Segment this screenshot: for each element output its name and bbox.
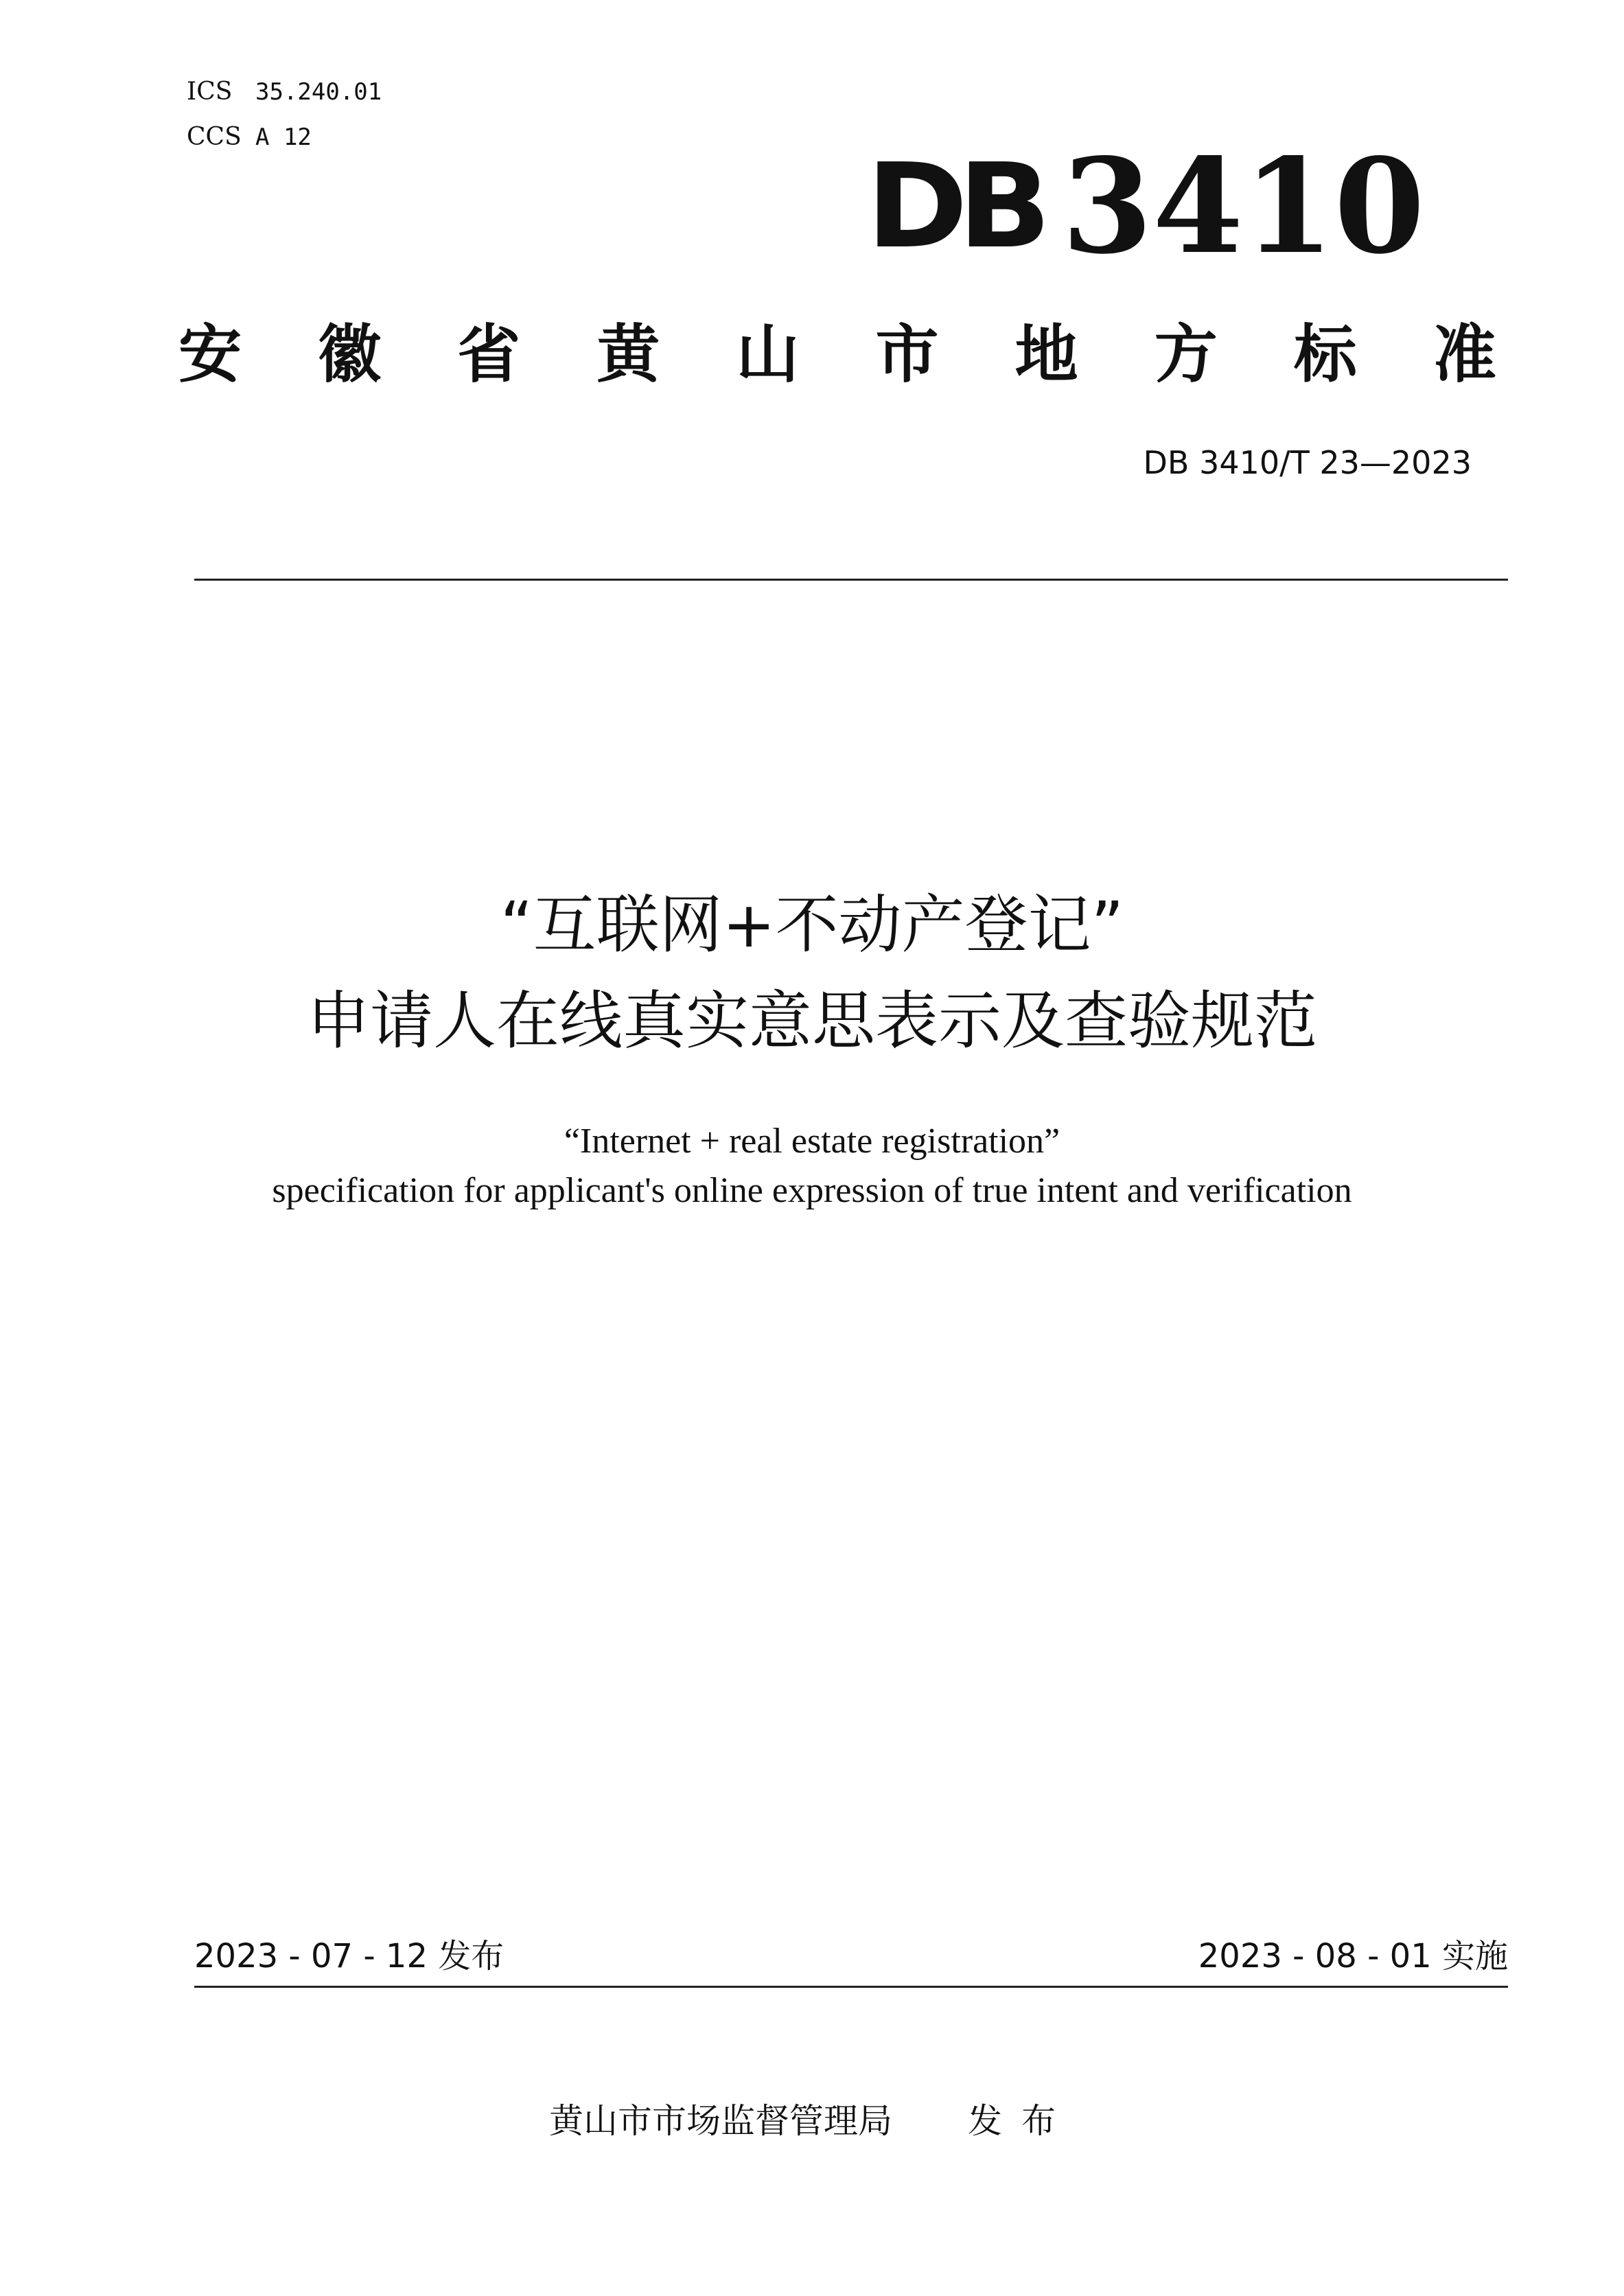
ics-value: 35.240.01 [255, 78, 382, 106]
ics-code [187, 77, 382, 107]
ccs-label: CCS [187, 123, 242, 151]
title-cn-line1: “互联网+不动产登记” [500, 888, 1124, 962]
ccs-value: A 12 [255, 124, 312, 151]
publisher-line [0, 2099, 1624, 2143]
title-en-line2: specification for applicant's online expression of true intent and verification [272, 1171, 1352, 1210]
ics-label: ICS [187, 78, 233, 106]
standard-number: DB 3410/T 23—2023 [1143, 444, 1472, 481]
standard-mark [866, 130, 1425, 283]
standard-type-char: 地 [1014, 318, 1078, 391]
title-en-line1: “Internet + real estate registration” [564, 1122, 1060, 1161]
title-cn-line2: 申请人在线真实意思表示及查验规范 [306, 984, 1317, 1058]
footer-divider [194, 1986, 1508, 1988]
ccs-code [187, 122, 312, 152]
standard-type-char: 市 [875, 318, 939, 391]
standard-type-char: 徽 [318, 318, 382, 391]
date-row [194, 1936, 1508, 1977]
header-divider [194, 579, 1508, 581]
standard-type-char: 标 [1293, 318, 1357, 391]
standard-type-heading [178, 317, 1496, 393]
implement-date: 2023 - 08 - 01 实施 [1198, 1937, 1508, 1975]
publish-date: 2023 - 07 - 12 发布 [194, 1937, 504, 1975]
standard-mark-prefix: DB [866, 139, 1041, 275]
publisher-name: 黄山市市场监督管理局 [549, 2101, 892, 2141]
standard-type-char: 准 [1432, 318, 1496, 391]
standard-type-char: 安 [178, 318, 242, 391]
standard-type-char: 方 [1154, 318, 1218, 391]
standard-type-char: 黄 [596, 318, 660, 391]
standard-type-char: 山 [736, 318, 800, 391]
standard-type-char: 省 [457, 318, 521, 391]
standard-mark-code: 3410 [1062, 130, 1425, 283]
publisher-action: 发布 [968, 2101, 1075, 2141]
